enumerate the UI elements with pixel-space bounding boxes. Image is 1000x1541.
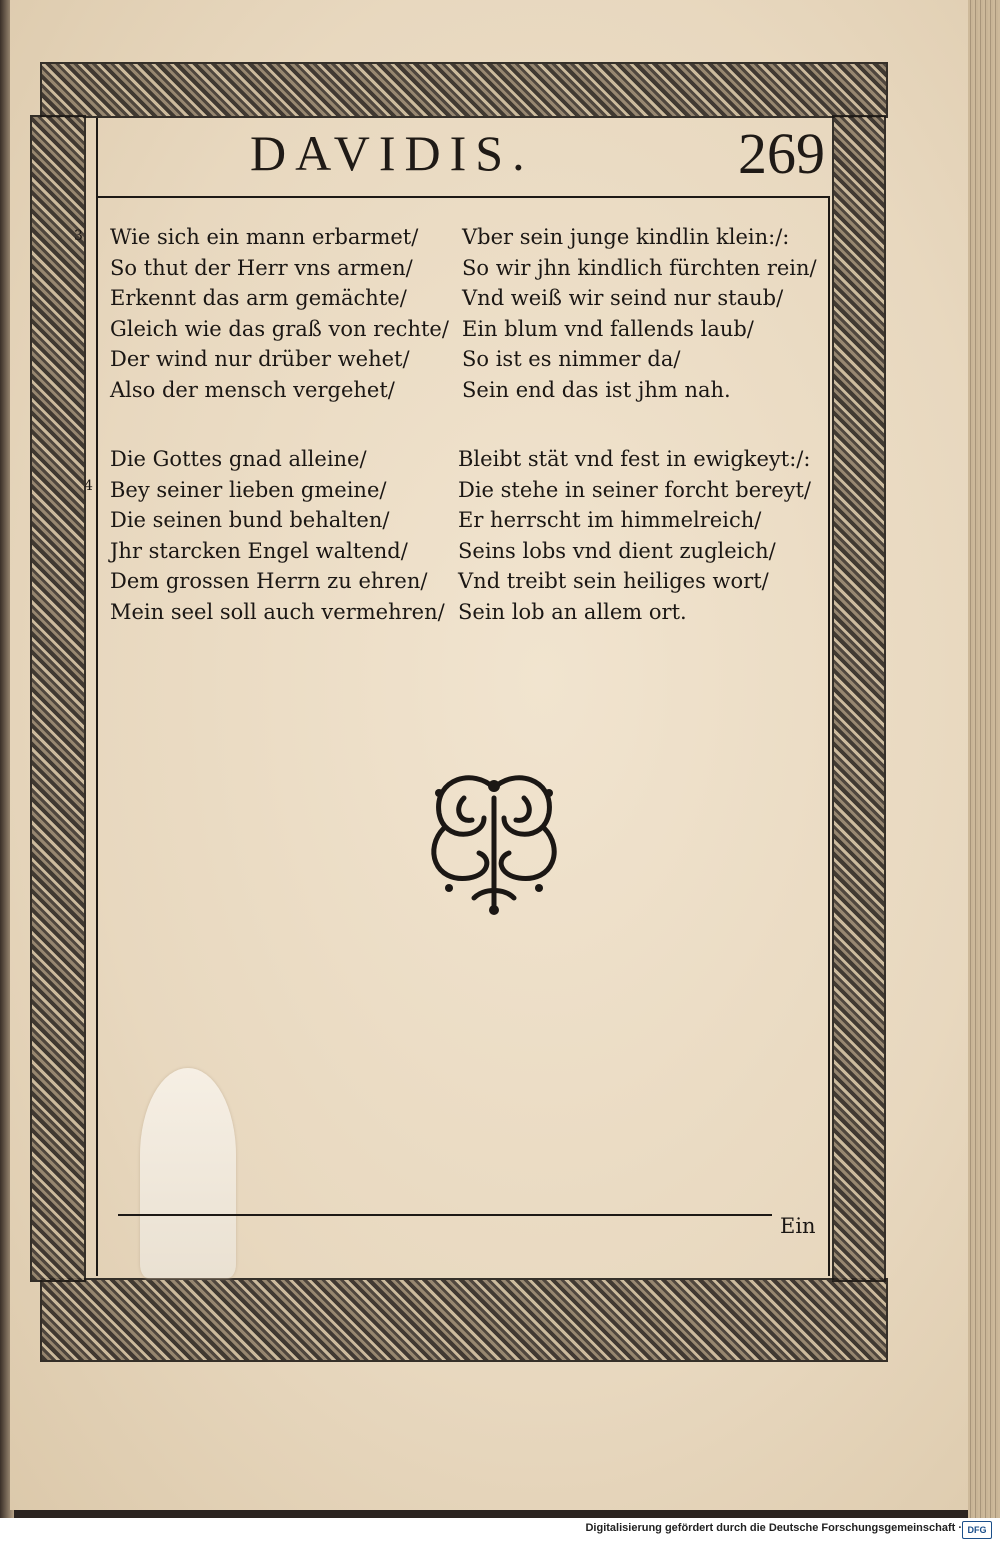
stanza-1-left-column (110, 222, 449, 405)
funding-credit: Digitalisierung gefördert durch die Deutsche Forschungsgemeinschaft · (585, 1522, 962, 1534)
verse-line: Mein seel soll auch vermehren/ (110, 599, 445, 624)
right-page-edges (968, 0, 1000, 1518)
stanza-2-right-column (458, 444, 811, 627)
verse-line: Dem grossen Herrn zu ehren/ (110, 569, 428, 593)
verse-line: Bleibt stät vnd fest in ewigkeyt:/: (458, 447, 811, 471)
verse-line: Er herrscht im himmelreich/ (458, 508, 762, 532)
verse-line: Sein end das ist jhm nah. (462, 377, 731, 402)
verse-line: Vnd treibt sein heiliges wort/ (458, 569, 769, 593)
header-rule (96, 118, 98, 198)
verse-line: Vnd weiß wir seind nur staub/ (462, 286, 784, 310)
verse-line: Die Gottes gnad alleine/ (110, 447, 367, 471)
verse-line: Erkennt das arm gemächte/ (110, 286, 407, 310)
paper-repair-patch (140, 1068, 236, 1278)
stanza-1-right-column (462, 222, 817, 405)
verse-line: So ist es nimmer da/ (462, 347, 681, 371)
verse-line: So wir jhn kindlich fürchten rein/ (462, 255, 817, 280)
verse-line: Sein lob an allem ort. (458, 599, 687, 624)
verse-line: Wie sich ein mann erbarmet/ (110, 225, 419, 249)
verse-line: Also der mensch vergehet/ (110, 377, 395, 402)
verse-line: Seins lobs vnd dient zugleich/ (458, 538, 776, 563)
woodcut-border-right (832, 115, 886, 1282)
verse-line: Bey seiner lieben gmeine/ (110, 477, 387, 502)
digitization-footer (0, 1518, 1000, 1541)
stanza-2-left-column (110, 444, 445, 627)
verse-line: Die seinen bund behalten/ (110, 508, 390, 532)
woodcut-border-bottom (40, 1278, 888, 1362)
verse-line: Der wind nur drüber wehet/ (110, 347, 410, 371)
page-number: 269 (738, 121, 825, 186)
running-head: DAVIDIS. (250, 125, 534, 181)
woodcut-border-left (30, 115, 86, 1282)
dfg-logo: DFG (962, 1521, 992, 1539)
woodcut-border-top (40, 62, 888, 118)
verse-line: Vber sein junge kindlin klein:/: (462, 225, 790, 249)
verse-line: Die stehe in seiner forcht bereyt/ (458, 477, 812, 502)
verse-line: So thut der Herr vns armen/ (110, 255, 413, 280)
margin-mark: 3 (74, 228, 83, 244)
verse-line: Jhr starcken Engel waltend/ (110, 538, 408, 563)
verse-line: Ein blum vnd fallends laub/ (462, 316, 754, 341)
footer-rule (118, 1214, 772, 1216)
fleuron-ornament-icon (414, 768, 574, 916)
verse-line: Gleich wie das graß von rechte/ (110, 316, 449, 341)
margin-mark: 4 (84, 478, 93, 494)
catchword: Ein (780, 1214, 816, 1238)
